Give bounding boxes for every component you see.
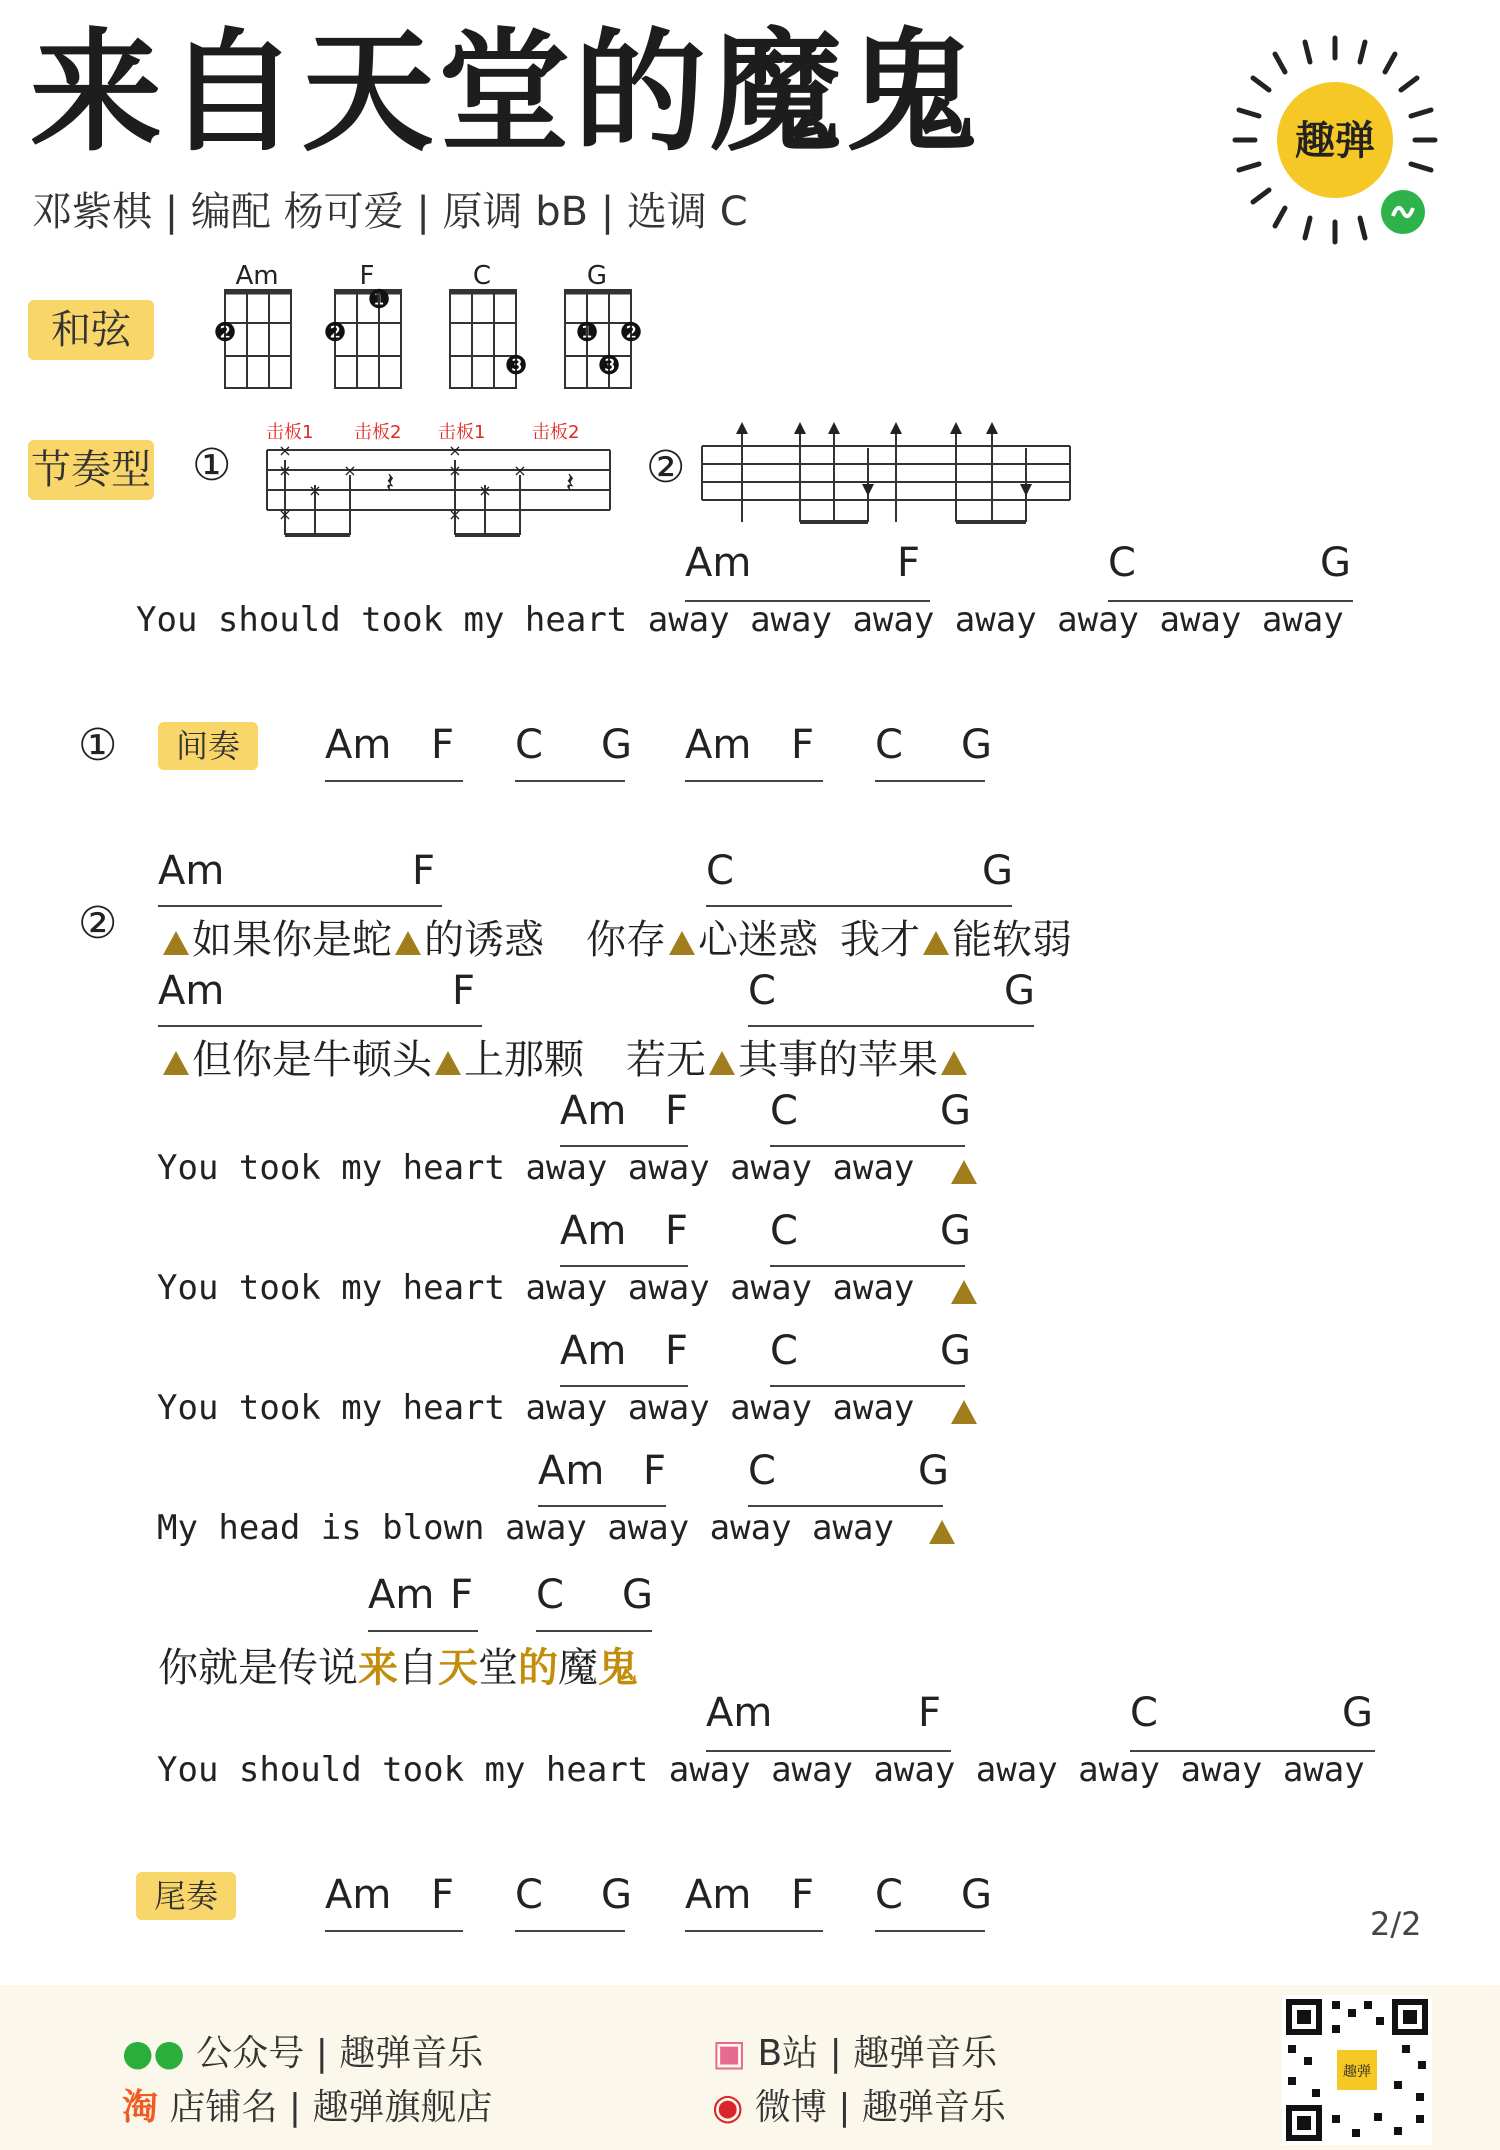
chord: Am xyxy=(685,722,752,768)
chord: F xyxy=(791,722,815,768)
weibo-icon: ◉ xyxy=(712,2087,744,2128)
chord: G xyxy=(601,722,632,768)
svg-text:×: × xyxy=(278,505,292,524)
outro-lyric: You should took my heart away away away away away away away xyxy=(157,1750,1365,1790)
chord: F xyxy=(452,968,476,1014)
chords-label: 和弦 xyxy=(28,300,154,360)
footer-weibo[interactable]: ◉ 微博 | 趣弹音乐 xyxy=(712,2087,1006,2128)
strum-triangle-icon xyxy=(941,1051,967,1075)
svg-text:×: × xyxy=(478,481,492,500)
page-number: 2/2 xyxy=(1370,1905,1422,1943)
interlude-number: ① xyxy=(78,720,118,771)
chord: Am xyxy=(706,1690,773,1736)
chord: F xyxy=(918,1690,942,1736)
logo-text: 趣弹 xyxy=(1295,118,1375,164)
chord: F xyxy=(431,722,455,768)
finger-dot: ❷ xyxy=(213,318,237,348)
svg-text:𝄽: 𝄽 xyxy=(565,466,575,499)
svg-text:×: × xyxy=(343,461,357,480)
bilibili-icon: ▣ xyxy=(712,2033,747,2074)
svg-text:×: × xyxy=(448,461,462,480)
english-block: Am F C G You took my heart away away away away Am F C G You took my heart away away away away Am F C G You took my heart away away away away Am F C G My head is blown away away away away xyxy=(155,1080,1015,1560)
svg-text:×: × xyxy=(448,505,462,524)
interlude-chords xyxy=(325,722,1025,792)
qr-code-icon xyxy=(1282,1995,1432,2145)
chord: Am xyxy=(325,722,392,768)
rhythm-pattern-1 xyxy=(265,440,615,540)
finger-dot: ❶ xyxy=(575,318,599,348)
svg-text:𝄽: 𝄽 xyxy=(385,466,395,499)
finger-dot: ❸ xyxy=(597,351,621,381)
pattern1-number: ① xyxy=(192,440,232,491)
footer-taobao[interactable]: 淘 店铺名 | 趣弹旗舰店 xyxy=(122,2087,493,2128)
strum-triangle-icon xyxy=(951,1280,977,1304)
svg-text:×: × xyxy=(513,461,527,480)
chord-c: C xyxy=(1108,540,1136,586)
finger-dot: ❸ xyxy=(504,351,528,381)
strum-triangle-icon xyxy=(395,931,421,955)
chord: F xyxy=(412,848,436,894)
chord: G xyxy=(1004,968,1035,1014)
strum-triangle-icon xyxy=(709,1051,735,1075)
final-cn-line: 你就是传说来自天堂的魔鬼 xyxy=(158,1645,638,1691)
strum-triangle-icon xyxy=(669,931,695,955)
verse-number: ② xyxy=(78,898,118,949)
chord-am: Am xyxy=(685,540,752,586)
intro-lyric: You should took my heart away away away away away away away xyxy=(136,600,1344,640)
svg-text:×: × xyxy=(278,441,292,460)
finger-dot: ❶ xyxy=(367,285,391,315)
chord-name-am: Am xyxy=(235,261,279,291)
rhythm-pattern-2 xyxy=(700,418,1072,530)
strum-triangle-icon xyxy=(435,1051,461,1075)
strum-triangle-icon xyxy=(951,1160,977,1184)
chord-diagrams xyxy=(213,258,660,398)
chord-name-g: G xyxy=(586,261,608,291)
verse-line-1: 如果你是蛇 的诱惑 你存 心迷惑 我才 能软弱 xyxy=(160,908,1072,965)
ending-label: 尾奏 xyxy=(136,1872,236,1920)
pattern2-number: ② xyxy=(646,442,686,493)
strum-triangle-icon xyxy=(163,1051,189,1075)
footer-wechat[interactable]: ●● 公众号 | 趣弹音乐 xyxy=(122,2033,484,2074)
strum-triangle-icon xyxy=(923,931,949,955)
finger-dot: ❷ xyxy=(619,318,643,348)
wechat-icon: ●● xyxy=(122,2033,185,2074)
stroke-label: 击板1 xyxy=(266,422,314,443)
chord: G xyxy=(1342,1690,1373,1736)
rhythm-label: 节奏型 xyxy=(28,440,154,500)
ending-chords: Am F C G Am F C G xyxy=(325,1872,1025,1942)
chord-name-f: F xyxy=(359,261,375,291)
song-subtitle: 邓紫棋 | 编配 杨可爱 | 原调 bB | 选调 C xyxy=(32,189,748,235)
finger-dot: ❷ xyxy=(323,318,347,348)
chord: G xyxy=(622,1572,653,1618)
svg-text:×: × xyxy=(278,461,292,480)
chord: C xyxy=(706,848,734,894)
miniprogram-logo[interactable] xyxy=(1225,30,1445,250)
chord: C xyxy=(875,722,903,768)
chord: C xyxy=(748,968,776,1014)
svg-text:×: × xyxy=(308,481,322,500)
chord: G xyxy=(961,722,992,768)
chord-g: G xyxy=(1320,540,1351,586)
sunburst-logo-icon xyxy=(1225,30,1445,250)
strum-triangle-icon xyxy=(929,1520,955,1544)
svg-text:×: × xyxy=(448,441,462,460)
chord: Am xyxy=(158,848,225,894)
chord: Am xyxy=(158,968,225,1014)
chord-name-c: C xyxy=(472,261,492,291)
qr-logo-text: 趣弹 xyxy=(1343,2064,1371,2080)
footer xyxy=(0,1985,1500,2150)
chord: C xyxy=(515,722,543,768)
qr-code[interactable] xyxy=(1282,1995,1432,2145)
verse-line-2: 但你是牛顿头 上那颗 若无 其事的苹果 xyxy=(160,1028,970,1085)
chord-f: F xyxy=(897,540,921,586)
stroke-label: 击板2 xyxy=(354,422,402,443)
strum-triangle-icon xyxy=(951,1400,977,1424)
taobao-icon: 淘 xyxy=(122,2087,159,2128)
song-title: 来自天堂的魔鬼 xyxy=(30,16,982,170)
chord: Am xyxy=(368,1572,435,1618)
chord: C xyxy=(536,1572,564,1618)
chord: G xyxy=(982,848,1013,894)
footer-bilibili[interactable]: ▣ B站 | 趣弹音乐 xyxy=(712,2033,998,2074)
strum-triangle-icon xyxy=(163,931,189,955)
chord: F xyxy=(450,1572,474,1618)
chord: C xyxy=(1130,1690,1158,1736)
interlude-label: 间奏 xyxy=(158,722,258,770)
stroke-label: 击板2 xyxy=(532,422,580,443)
stroke-label: 击板1 xyxy=(438,422,486,443)
